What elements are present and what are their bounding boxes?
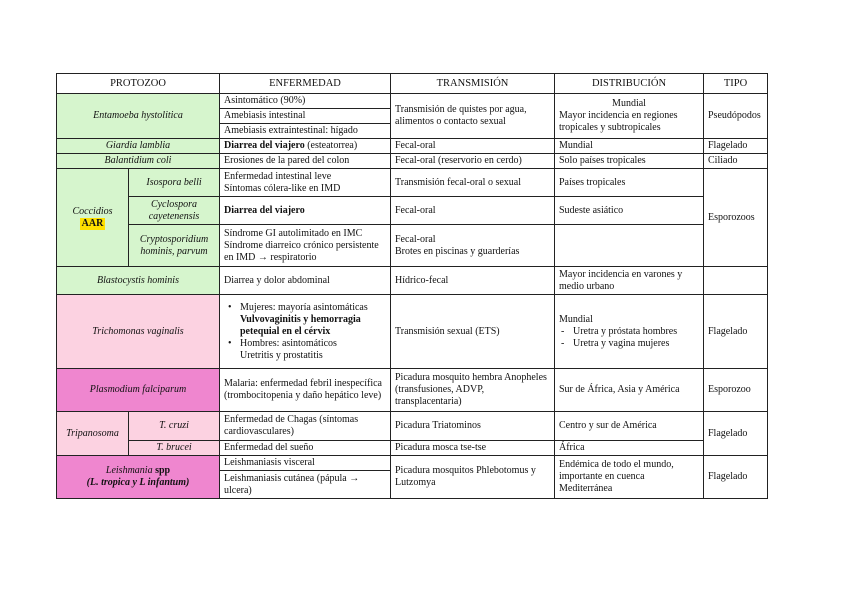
disease-line: Síndrome diarreico crónico persistente en IMD → respiratorio [224,239,379,263]
table-row [57,154,768,169]
type-cell: Esporozoo [704,369,768,412]
organism-t-brucei: T. brucei [129,441,220,456]
disease-cell: Leishmaniasis visceral [220,456,391,471]
transmission-cell: Picadura mosca tse-tse [391,441,555,456]
disease-cell [220,169,391,197]
table-row [57,139,768,154]
distribution-title: Mundial [612,98,646,109]
organism-plasmodium: Plasmodium falciparum [57,369,220,412]
disease-cell: Erosiones de la pared del colon [220,154,391,169]
transmission-cell: Picadura Triatominos [391,412,555,441]
organism-cyclospora: Cyclospora cayetenensis [129,197,220,225]
disease-cell: Asintomático (90%) [220,94,391,109]
transmission-line: Fecal-oral [395,233,436,245]
list-item [240,302,386,338]
disease-line: Síndrome GI autolimitado en IMC [224,227,363,239]
disease-cell [220,139,391,154]
type-cell: Pseudópodos [704,94,768,139]
bullet-bold: Vulvovaginitis y hemorragia petequial en el cérvix [240,313,361,337]
transmission-cell [391,225,555,267]
organism-species: (L. tropica y L infantum) [86,477,190,488]
transmission-cell: Picadura mosquitos Phlebotomus y Lutzomya [391,456,555,499]
transmission-cell: Transmisión sexual (ETS) [391,295,555,369]
organism-t-cruzi: T. cruzi [129,412,220,441]
organism-trichomonas: Trichomonas vaginalis [57,295,220,369]
organism-balantidium: Balantidium coli [57,154,220,169]
distribution-cell [555,225,704,267]
table-row [57,169,768,197]
organism-title [61,465,215,477]
organism-leishmania [57,456,220,499]
header-row [57,74,768,94]
distribution-title: Mundial [559,313,593,325]
transmission-cell: Picadura mosquito hembra Anopheles (transfusiones, ADVP, transplacentaria) [391,369,555,412]
distribution-cell [555,94,704,139]
disease-cell: Diarrea y dolor abdominal [220,267,391,295]
distribution-detail: Mayor incidencia en regiones tropicales y subtropicales [559,110,678,133]
header-enfermedad: ENFERMEDAD [220,74,391,94]
transmission-cell: Transmisión fecal-oral o sexual [391,169,555,197]
organism-cryptosporidium: Cryptosporidium hominis, parvum [129,225,220,267]
header-distribucion: DISTRIBUCIÓN [555,74,704,94]
list-item: - Uretra y vagina mujeres [573,338,699,350]
table-row [57,441,768,456]
list-item [240,338,386,362]
disease-note: (esteatorrea) [307,140,358,151]
organism-entamoeba: Entamoeba hystolitica [57,94,220,139]
table-row [57,412,768,441]
group-coccidios [57,169,129,267]
bullet-sub: Uretritis y prostatitis [240,349,323,361]
organism-giardia: Giardia lamblia [57,139,220,154]
table-row [57,369,768,412]
group-tripanosoma: Tripanosoma [57,412,129,456]
distribution-cell: Mayor incidencia en varones y medio urbano [555,267,704,295]
distribution-cell: Mundial [555,139,704,154]
distribution-cell: Solo países tropicales [555,154,704,169]
disease-line: Síntomas cólera-like en IMD [224,182,341,194]
transmission-cell: Fecal-oral (reservorio en cerdo) [391,154,555,169]
aar-badge: AAR [81,217,104,229]
type-cell: Flagelado [704,139,768,154]
distribution-cell: África [555,441,704,456]
bullet-text: Mujeres: mayoría asintomáticas [240,301,368,313]
transmission-cell: Hídrico-fecal [391,267,555,295]
header-protozoo: PROTOZOO [57,74,220,94]
organism-genus: Leishmania [105,465,153,476]
organism-spp: spp [152,465,171,476]
disease-bold: Diarrea del viajero [224,140,305,151]
distribution-list [559,326,699,350]
type-cell: Flagelado [704,456,768,499]
table-row [57,94,768,109]
header-transmision: TRANSMISIÓN [391,74,555,94]
bullet-text: Hombres: asintomáticos [240,337,337,349]
type-cell: Flagelado [704,412,768,456]
disease-cell: Enfermedad de Chagas (síntomas cardiovasculares) [220,412,391,441]
disease-cell: Malaria: enfermedad febril inespecífica (trombocitopenia y daño hepático leve) [220,369,391,412]
transmission-cell: Transmisión de quistes por agua, alimentos o contacto sexual [391,94,555,139]
type-cell: Ciliado [704,154,768,169]
disease-cell: Diarrea del viajero [220,197,391,225]
disease-cell: Amebiasis extraintestinal: hígado [220,124,391,139]
disease-line: Enfermedad intestinal leve [224,170,332,182]
organism-isospora: Isospora belli [129,169,220,197]
disease-list [224,302,386,362]
transmission-cell: Fecal-oral [391,197,555,225]
type-cell: Esporozoos [704,169,768,267]
distribution-cell: Endémica de todo el mundo, importante en cuenca Mediterránea [555,456,704,499]
distribution-cell: Centro y sur de América [555,412,704,441]
group-label: Coccidios [72,205,113,217]
table-row [57,456,768,471]
table-row [57,225,768,267]
distribution-cell [555,295,704,369]
table-row [57,295,768,369]
type-cell [704,267,768,295]
type-cell: Flagelado [704,295,768,369]
disease-cell: Enfermedad del sueño [220,441,391,456]
distribution-cell: Países tropicales [555,169,704,197]
disease-cell [220,295,391,369]
disease-cell [220,225,391,267]
disease-cell: Amebiasis intestinal [220,109,391,124]
transmission-cell: Fecal-oral [391,139,555,154]
table-row [57,197,768,225]
transmission-line: Brotes en piscinas y guarderías [395,245,520,257]
distribution-cell: Sudeste asiático [555,197,704,225]
organism-blastocystis: Blastocystis hominis [57,267,220,295]
table-row [57,267,768,295]
distribution-cell: Sur de África, Asia y América [555,369,704,412]
list-item: - Uretra y próstata hombres [573,326,699,338]
protozoa-table [56,73,768,499]
disease-cell: Leishmaniasis cutánea (pápula → ulcera) [220,471,391,499]
header-tipo: TIPO [704,74,768,94]
